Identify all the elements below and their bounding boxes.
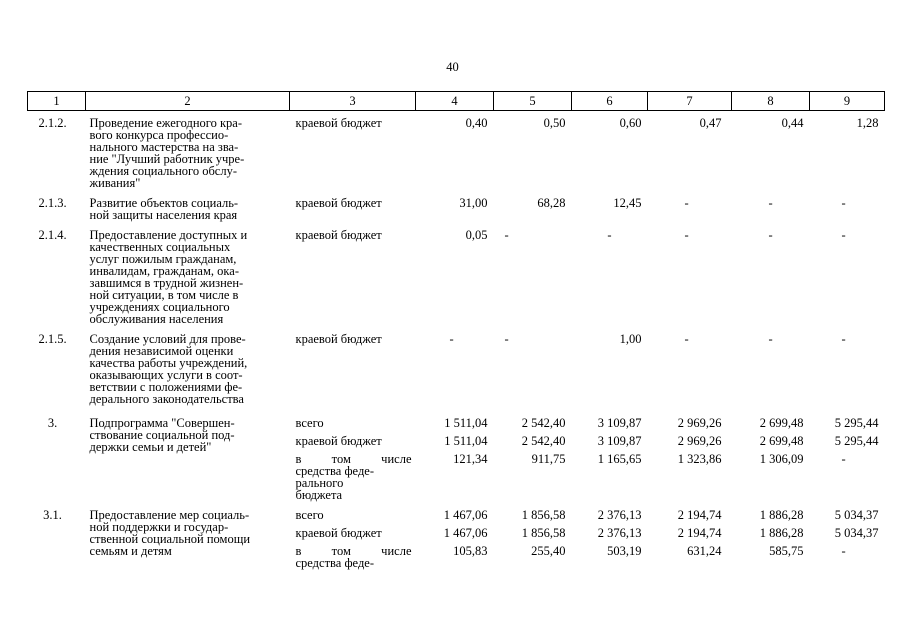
value-col-4: 1 467,06 (443, 526, 488, 540)
row-code: 2.1.2. (38, 116, 67, 130)
header-cell-4: 4 (416, 92, 494, 111)
value-col-9: 1,28 (856, 116, 879, 130)
row-name-line: ной ситуации, в том числе в (89, 288, 239, 302)
value-col-5: 68,28 (537, 196, 566, 210)
funding-source-line: краевой бюджет (295, 526, 382, 540)
funding-source (290, 447, 416, 501)
value-col-4: 121,34 (453, 452, 488, 466)
funding-source-line: средства феде- (295, 464, 375, 478)
header-cell-5: 5 (494, 92, 572, 111)
row-name-line: дения независимой оценки (89, 344, 234, 358)
value-col-5: - (504, 332, 509, 346)
row-name-line: ной защиты населения края (89, 208, 238, 222)
row-code: 3.1. (43, 508, 62, 522)
table-row (28, 405, 885, 429)
table-body (28, 111, 885, 570)
funding-source-line: краевой бюджет (295, 434, 382, 448)
value-col-6: 12,45 (613, 196, 642, 210)
header-cell-8: 8 (732, 92, 810, 111)
value-col-4: 0,40 (465, 116, 488, 130)
row-name-line: инвалидам, гражданам, ока- (89, 264, 239, 278)
row-code: 2.1.4. (38, 228, 67, 242)
value-col-7: 631,24 (687, 544, 722, 558)
funding-source-line: бюджета (295, 488, 343, 502)
table-row (28, 325, 885, 405)
header-cell-9: 9 (810, 92, 885, 111)
value-col-7: 0,47 (699, 116, 722, 130)
value-col-6: 503,19 (607, 544, 642, 558)
header-cell-3: 3 (290, 92, 416, 111)
header-row (28, 92, 885, 111)
funding-source (290, 189, 416, 221)
row-name-line: нального мастерства на зва- (89, 140, 239, 154)
row-name-line: ветствии с положениями фе- (89, 380, 243, 394)
row-name-line: ждения социального обслу- (89, 164, 238, 178)
value-col-9: - (841, 452, 846, 466)
row-name (86, 405, 290, 501)
row-name-line: качественных социальных (89, 240, 231, 254)
value-col-9: - (841, 332, 846, 346)
value-col-6: 0,60 (619, 116, 642, 130)
funding-source-line: всего (295, 416, 324, 430)
row-name-line: Подпрограмма "Совершен- (89, 416, 235, 430)
value-col-7: 2 194,74 (677, 526, 722, 540)
row-name-line: обслуживания населения (89, 312, 224, 326)
value-col-5: 2 542,40 (521, 416, 566, 430)
funding-source (290, 111, 416, 190)
value-col-9: - (841, 228, 846, 242)
row-name-line: вого конкурса профессио- (89, 128, 229, 142)
funding-source (290, 501, 416, 521)
row-name-line: ние "Лучший работник учре- (89, 152, 245, 166)
value-col-6: 2 376,13 (597, 526, 642, 540)
row-name-line: завшимся в трудной жизнен- (89, 276, 244, 290)
value-col-4: 1 511,04 (444, 416, 488, 430)
row-name (86, 111, 290, 190)
value-col-8: - (768, 332, 773, 346)
value-col-8: 1 886,28 (759, 508, 804, 522)
funding-source (290, 429, 416, 447)
value-col-6: - (607, 228, 612, 242)
row-name-line: Создание условий для прове- (89, 332, 246, 346)
row-name (86, 325, 290, 405)
row-name-line: Развитие объектов социаль- (89, 196, 239, 210)
header-cell-2: 2 (86, 92, 290, 111)
value-col-4: 1 511,04 (444, 434, 488, 448)
value-col-5: 1 856,58 (521, 526, 566, 540)
value-col-7: 2 194,74 (677, 508, 722, 522)
table-row (28, 189, 885, 221)
row-name-line: живания" (89, 176, 141, 190)
value-col-9: - (841, 544, 846, 558)
value-col-7: 1 323,86 (677, 452, 722, 466)
value-col-5: 1 856,58 (521, 508, 566, 522)
value-col-9: 5 034,37 (834, 526, 879, 540)
value-col-7: 2 969,26 (677, 416, 722, 430)
value-col-5: 0,50 (543, 116, 566, 130)
value-col-9: 5 034,37 (834, 508, 879, 522)
row-name (86, 221, 290, 325)
funding-source-line: краевой бюджет (295, 332, 382, 346)
row-name-line: семьям и детям (89, 544, 172, 558)
row-name-line: ной поддержки и государ- (89, 520, 229, 534)
funding-source (290, 539, 416, 569)
table-row (28, 501, 885, 521)
funding-source-line: рального (295, 476, 344, 490)
funding-source-line: средства феде- (295, 556, 375, 570)
funding-source-line: краевой бюджет (295, 228, 382, 242)
value-col-7: - (684, 228, 689, 242)
value-col-8: 1 886,28 (759, 526, 804, 540)
funding-source-line: в том числе (295, 452, 412, 466)
value-col-5: 911,75 (531, 452, 566, 466)
value-col-7: - (684, 332, 689, 346)
value-col-8: 0,44 (781, 116, 804, 130)
table-row (28, 111, 885, 190)
budget-table (27, 91, 885, 569)
funding-source-line: краевой бюджет (295, 196, 382, 210)
value-col-6: 1 165,65 (597, 452, 642, 466)
funding-source (290, 221, 416, 325)
value-col-8: - (768, 196, 773, 210)
row-code: 3. (47, 416, 58, 430)
value-col-9: 5 295,44 (834, 416, 879, 430)
value-col-7: - (684, 196, 689, 210)
value-col-8: 585,75 (769, 544, 804, 558)
value-col-6: 3 109,87 (597, 416, 642, 430)
row-name-line: держки семьи и детей" (89, 440, 212, 454)
header-cell-1: 1 (28, 92, 86, 111)
row-name-line: дерального законодательства (89, 392, 244, 406)
row-name-line: Предоставление мер социаль- (89, 508, 250, 522)
row-name-line: ствование социальной под- (89, 428, 235, 442)
value-col-9: 5 295,44 (834, 434, 879, 448)
row-name-line: Предоставление доступных и (89, 228, 248, 242)
value-col-7: 2 969,26 (677, 434, 722, 448)
value-col-4: 1 467,06 (443, 508, 488, 522)
row-name-line: ственной социальной помощи (89, 532, 251, 546)
row-name-line: услуг пожилым гражданам, (89, 252, 237, 266)
row-name-line: Проведение ежегодного кра- (89, 116, 242, 130)
row-code: 2.1.5. (38, 332, 67, 346)
row-name-line: оказывающих услуги в соот- (89, 368, 243, 382)
value-col-5: - (504, 228, 509, 242)
value-col-8: 2 699,48 (759, 434, 804, 448)
funding-source-line: краевой бюджет (295, 116, 382, 130)
value-col-6: 1,00 (619, 332, 642, 346)
value-col-4: - (449, 332, 454, 346)
value-col-5: 255,40 (531, 544, 566, 558)
value-col-9: - (841, 196, 846, 210)
value-col-4: 105,83 (453, 544, 488, 558)
row-code: 2.1.3. (38, 196, 67, 210)
funding-source (290, 325, 416, 405)
funding-source-line: всего (295, 508, 324, 522)
value-col-8: 2 699,48 (759, 416, 804, 430)
funding-source-line: в том числе (295, 544, 412, 558)
header-cell-7: 7 (648, 92, 732, 111)
row-name-line: качества работы учреждений, (89, 356, 248, 370)
funding-source (290, 405, 416, 429)
row-name (86, 501, 290, 569)
page-number: 40 (446, 60, 459, 74)
value-col-5: 2 542,40 (521, 434, 566, 448)
value-col-8: 1 306,09 (759, 452, 804, 466)
table-row (28, 221, 885, 325)
value-col-6: 2 376,13 (597, 508, 642, 522)
value-col-4: 0,05 (465, 228, 488, 242)
value-col-4: 31,00 (459, 196, 488, 210)
row-name-line: учреждениях социального (89, 300, 230, 314)
value-col-6: 3 109,87 (597, 434, 642, 448)
header-cell-6: 6 (572, 92, 648, 111)
table-header (28, 92, 885, 111)
row-name (86, 189, 290, 221)
funding-source (290, 521, 416, 539)
value-col-8: - (768, 228, 773, 242)
